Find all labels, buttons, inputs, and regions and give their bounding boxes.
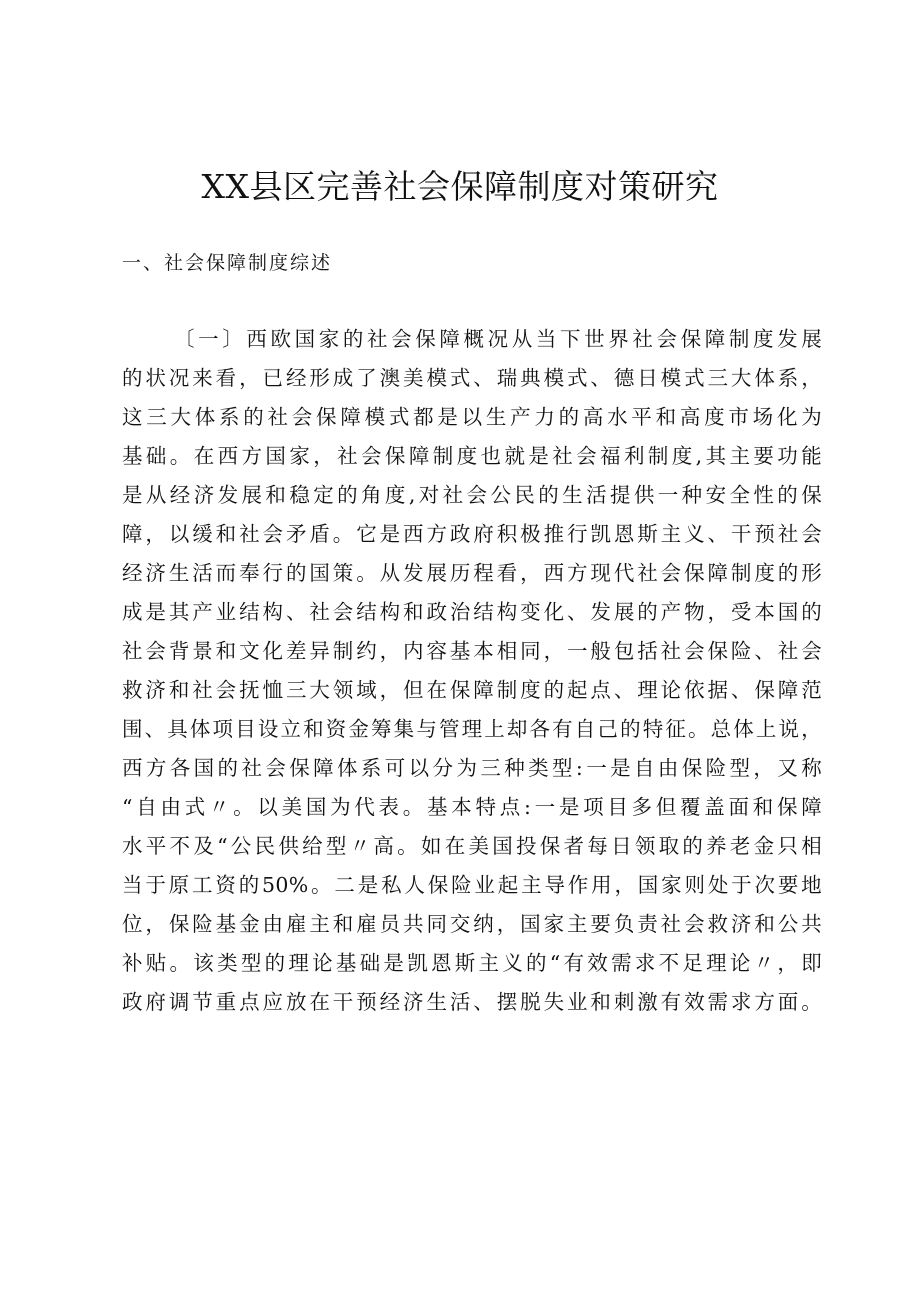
paragraph-line: 救济和社会抚恤三大领域，但在保障制度的起点、理论依据、保障范 <box>122 678 822 702</box>
body-paragraph <box>122 320 822 1022</box>
paragraph-line: 位，保险基金由雇主和雇员共同交纳，国家主要负责社会救济和公共 <box>122 912 822 936</box>
paragraph-line: 水平不及“公民供给型〃高。如在美国投保者每日领取的养老金只相 <box>122 834 822 858</box>
paragraph-line: 是从经济发展和稳定的角度,对社会公民的生活提供一种安全性的保 <box>122 483 822 507</box>
paragraph-line: 政府调节重点应放在干预经济生活、摆脱失业和刺激有效需求方面。 <box>122 990 822 1014</box>
paragraph-line: “自由式〃。以美国为代表。基本特点:一是项目多但覆盖面和保障 <box>122 795 822 819</box>
paragraph-line: 西方各国的社会保障体系可以分为三种类型:一是自由保险型，又称 <box>122 756 822 780</box>
section-heading: 一、社会保障制度综述 <box>122 252 333 274</box>
paragraph-line: 围、具体项目设立和资金筹集与管理上却各有自己的特征。总体上说， <box>122 717 822 741</box>
paragraph-line: 的状况来看，已经形成了澳美模式、瑞典模式、德日模式三大体系， <box>122 366 822 390</box>
paragraph-line: 经济生活而奉行的国策。从发展历程看，西方现代社会保障制度的形 <box>122 561 822 585</box>
paragraph-line: 障，以缓和社会矛盾。它是西方政府积极推行凯恩斯主义、干预社会 <box>122 522 822 546</box>
paragraph-line: 当于原工资的50%。二是私人保险业起主导作用，国家则处于次要地 <box>122 873 822 897</box>
document-title: XX县区完善社会保障制度对策研究 <box>201 167 719 206</box>
paragraph-line: 成是其产业结构、社会结构和政治结构变化、发展的产物，受本国的 <box>122 600 822 624</box>
paragraph-line: 这三大体系的社会保障模式都是以生产力的高水平和高度市场化为 <box>122 405 822 429</box>
paragraph-line: 补贴。该类型的理论基础是凯恩斯主义的“有效需求不足理论〃，即 <box>122 951 822 975</box>
paragraph-line: 社会背景和文化差异制约，内容基本相同，一般包括社会保险、社会 <box>122 639 822 663</box>
paragraph-line: 基础。在西方国家，社会保障制度也就是社会福利制度,其主要功能 <box>122 444 822 468</box>
paragraph-line: 〔一〕西欧国家的社会保障概况从当下世界社会保障制度发展 <box>174 327 822 351</box>
